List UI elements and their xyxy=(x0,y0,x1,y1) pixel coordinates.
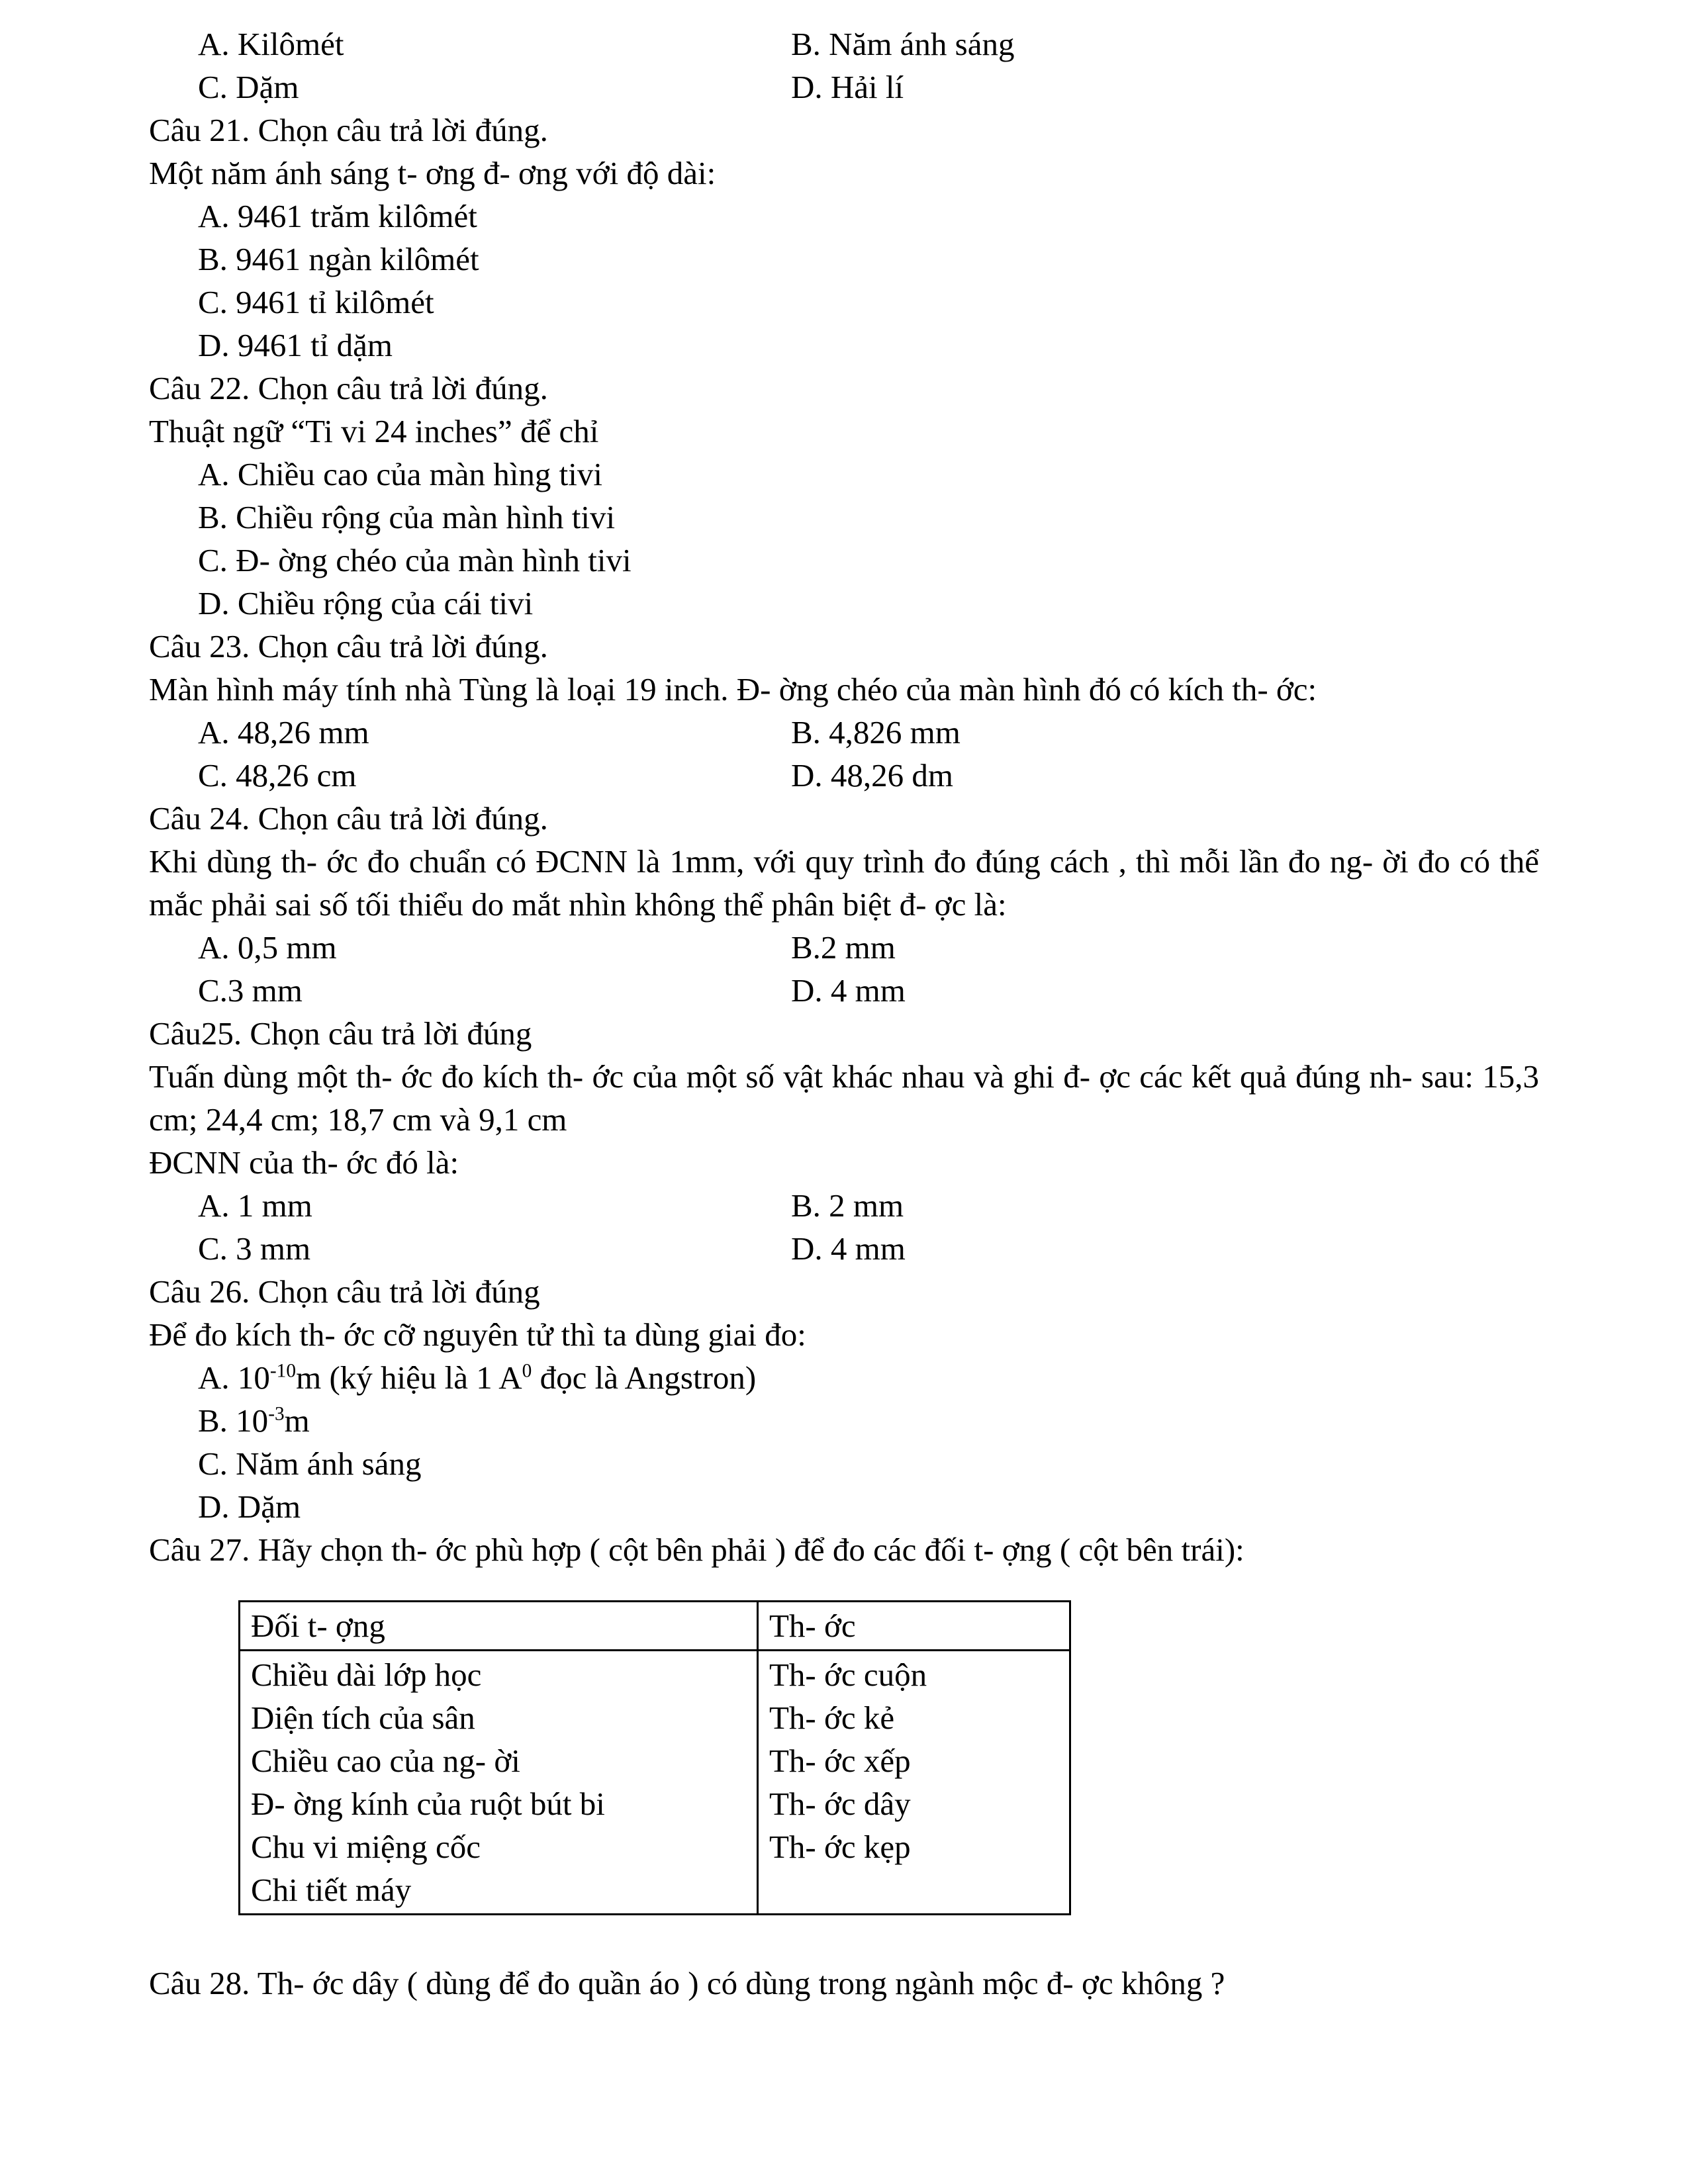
question-title: Câu 23. Chọn câu trả lời đúng. xyxy=(149,628,548,664)
superscript: -10 xyxy=(269,1360,297,1382)
option: C. 48,26 cm xyxy=(198,757,357,794)
table-cell-line: Th- ớc xếp xyxy=(769,1743,911,1779)
paragraph: Một năm ánh sáng t- ơng đ- ơng với độ dài: xyxy=(149,155,716,191)
option-row xyxy=(198,66,1539,109)
table-cell-line: Chiều cao của ng- ời xyxy=(251,1743,520,1779)
option: B. 9461 ngàn kilômét xyxy=(198,241,479,277)
option: D. Dặm xyxy=(198,1488,301,1525)
option: D. 9461 tỉ dặm xyxy=(198,327,393,363)
option: B. $10^{-3}m$ xyxy=(198,1402,310,1439)
option: A. 48,26 mm xyxy=(198,714,369,751)
table-cell-line: Th- ớc kẹp xyxy=(769,1829,911,1865)
option-row xyxy=(198,969,1539,1012)
options-two-col xyxy=(149,711,1539,797)
option: C. Dặm xyxy=(198,69,299,105)
table-cell-line: Diện tích của sân xyxy=(251,1700,475,1736)
matching-table xyxy=(238,1600,1071,1915)
superscript: -3 xyxy=(268,1403,285,1425)
question-title: Câu 28. Th- ớc dây ( dùng để đo quần áo ) có dùng trong ngành mộc đ- ợc không ? xyxy=(149,1965,1225,2001)
option: D. Hải lí xyxy=(791,69,904,105)
table-cell-line: Đ- ờng kính của ruột bút bi xyxy=(251,1786,605,1822)
option: B. 4,826 mm xyxy=(791,714,961,751)
table-cell-line: Chu vi miệng cốc xyxy=(251,1829,481,1865)
option-row xyxy=(198,1184,1539,1227)
option: D. 4 mm xyxy=(791,972,906,1009)
paragraph: ĐCNN của th- ớc đó là: xyxy=(149,1144,459,1181)
question-title: Câu25. Chọn câu trả lời đúng xyxy=(149,1015,532,1052)
option: D. 4 mm xyxy=(791,1230,906,1267)
options-two-col xyxy=(149,926,1539,1012)
question-title: Câu 27. Hãy chọn th- ớc phù hợp ( cột bên phải ) để đo các đối t- ợng ( cột bên trái): xyxy=(149,1531,1244,1568)
table-cell-line: Chiều dài lớp học xyxy=(251,1657,482,1693)
option: A. $10^{-10}m$ (ký hiệu là 1 $A^0$ đọc là Angstron) xyxy=(198,1359,757,1396)
objects-cell xyxy=(240,1651,758,1915)
option: C. Đ- ờng chéo của màn hình tivi xyxy=(198,542,632,578)
paragraph: Màn hình máy tính nhà Tùng là loại 19 inch. Đ- ờng chéo của màn hình đó có kích th- ớc: xyxy=(149,671,1317,707)
paragraph: Khi dùng th- ớc đo chuẩn có ĐCNN là 1mm, với quy trình đo đúng cách , thì mỗi lần đo ng- ời đo có thể mắc phải sai số tối thiểu do mắt nhìn không thể phân biệt đ- ợc là: xyxy=(149,843,1539,923)
table-header-row xyxy=(240,1602,1070,1651)
paragraph: Thuật ngữ “Ti vi 24 inches” để chỉ xyxy=(149,413,599,449)
table-cell-line: Th- ớc kẻ xyxy=(769,1700,895,1736)
option: A. 9461 trăm kilômét xyxy=(198,198,477,234)
table-cell-line: Chi tiết máy xyxy=(251,1872,412,1908)
option: B. Chiều rộng của màn hình tivi xyxy=(198,499,616,535)
option: D. Chiều rộng của cái tivi xyxy=(198,585,534,621)
paragraph: Tuấn dùng một th- ớc đo kích th- ớc của một số vật khác nhau và ghi đ- ợc các kết quả đúng nh- sau: 15,3 cm; 24,4 cm; 18,7 cm và 9,1 cm xyxy=(149,1058,1539,1138)
question-title: Câu 22. Chọn câu trả lời đúng. xyxy=(149,370,548,406)
options-list xyxy=(149,1356,1539,1528)
option: D. 48,26 dm xyxy=(791,757,953,794)
option: A. 1 mm xyxy=(198,1187,312,1224)
option: C. Năm ánh sáng xyxy=(198,1445,422,1482)
rulers-cell xyxy=(758,1651,1070,1915)
option: C. 9461 tỉ kilômét xyxy=(198,284,434,320)
table-header-cell: Đối t- ợng xyxy=(240,1602,758,1651)
option: A. Chiều cao của màn hìng tivi xyxy=(198,456,602,492)
option-row xyxy=(198,23,1539,66)
options-list xyxy=(149,453,1539,625)
option: A. Kilômét xyxy=(198,26,344,62)
paragraph: Để đo kích th- ớc cỡ nguyên tử thì ta dùng giai đo: xyxy=(149,1316,806,1353)
superscript: 0 xyxy=(522,1360,532,1382)
option: B. Năm ánh sáng xyxy=(791,26,1015,62)
table-cell-line: Th- ớc dây xyxy=(769,1786,911,1822)
option-row xyxy=(198,754,1539,797)
option: C. 3 mm xyxy=(198,1230,311,1267)
option-row xyxy=(198,1227,1539,1270)
options-list xyxy=(149,195,1539,367)
table-body-row xyxy=(240,1651,1070,1915)
option: C.3 mm xyxy=(198,972,303,1009)
question-title: Câu 24. Chọn câu trả lời đúng. xyxy=(149,800,548,837)
option: A. 0,5 mm xyxy=(198,929,337,966)
option-row xyxy=(198,926,1539,969)
option-row xyxy=(198,711,1539,754)
options-two-col xyxy=(149,23,1539,109)
question-title: Câu 21. Chọn câu trả lời đúng. xyxy=(149,112,548,148)
option: B.2 mm xyxy=(791,929,896,966)
options-two-col xyxy=(149,1184,1539,1270)
question-title: Câu 26. Chọn câu trả lời đúng xyxy=(149,1273,540,1310)
option: B. 2 mm xyxy=(791,1187,904,1224)
table-cell-line: Th- ớc cuộn xyxy=(769,1657,927,1693)
table-header-cell: Th- ớc xyxy=(758,1602,1070,1651)
